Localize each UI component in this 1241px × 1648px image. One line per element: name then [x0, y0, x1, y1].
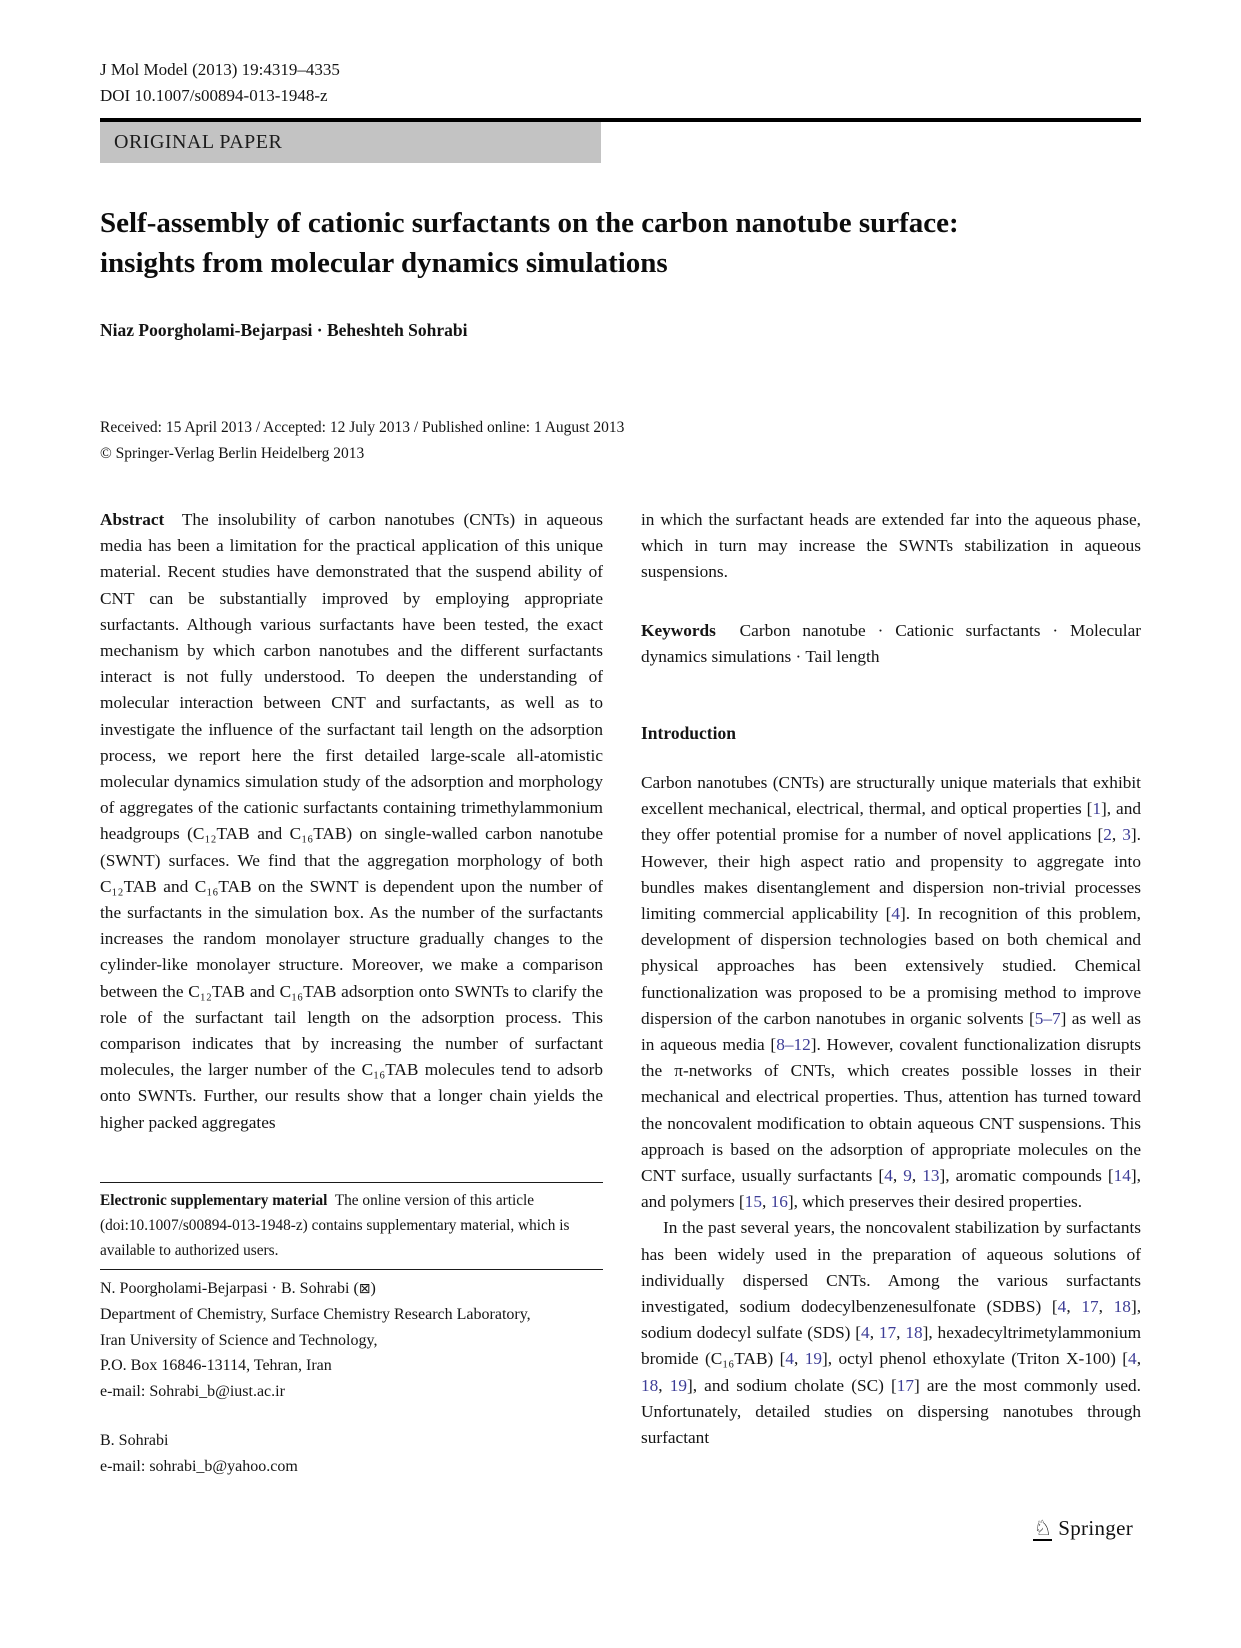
citation-ref[interactable]: 19: [669, 1375, 687, 1395]
paper-title: Self-assembly of cationic surfactants on the carbon nanotube surface: insights from molecular dynamics simulations: [100, 207, 959, 279]
correspondence-block: [100, 1276, 603, 1405]
citation-ref[interactable]: 5–7: [1034, 1008, 1061, 1028]
citation-ref[interactable]: 4: [1128, 1349, 1137, 1369]
keywords-paragraph: [641, 618, 1141, 670]
citation-ref[interactable]: 4: [861, 1323, 870, 1343]
names-text: N. Poorgholami-Bejarpasi · B. Sohrabi (: [100, 1279, 359, 1297]
citation-ref[interactable]: 17: [896, 1375, 914, 1395]
body-text-segment: ], and polymers [: [641, 1166, 1141, 1212]
springer-knight-icon: ♘: [1033, 1516, 1053, 1540]
citation-ref[interactable]: 14: [1113, 1166, 1131, 1186]
body-text-segment: ], octyl phenol ethoxylate (Triton X-100) [: [822, 1349, 1129, 1369]
doi-line: DOI 10.1007/s00894-013-1948-z: [100, 86, 328, 105]
citation-ref[interactable]: 17: [1081, 1297, 1099, 1317]
body-text-segment: ], aromatic compounds [: [939, 1166, 1114, 1186]
esm-note: [100, 1188, 603, 1263]
springer-logo: [1033, 1516, 1133, 1541]
citation-ref[interactable]: 8–12: [776, 1035, 811, 1055]
introduction-paragraph-2: [641, 1215, 1141, 1451]
body-text-segment: ,: [911, 1166, 923, 1186]
article-type-banner: [100, 122, 601, 163]
keywords-label: Keywords: [641, 620, 716, 640]
journal-citation-line: J Mol Model (2013) 19:4319–4335: [100, 60, 340, 79]
esm-label: Electronic supplementary material: [100, 1191, 328, 1209]
citation-ref[interactable]: 18: [641, 1375, 659, 1395]
body-text-segment: ]. However, their high aspect ratio and propensity to aggregate into bundles makes disentanglement and dispersion non-trivial processes limiting commercial applicability [: [641, 825, 1141, 924]
citation-ref[interactable]: 4: [1057, 1297, 1067, 1317]
citation-ref[interactable]: 18: [905, 1323, 923, 1343]
body-text-segment: ]. In recognition of this problem, development of dispersion technologies based on both chemical and physical approaches has been extensively studied. Chemical functionalization was proposed to be a promising method to improve dispersion of the carbon nanotubes in organic solvents [: [641, 904, 1141, 1028]
body-text-segment: ], which preserves their desired properties.: [787, 1192, 1083, 1212]
introduction-paragraph-1: [641, 770, 1141, 1215]
envelope-icon: ⊠: [358, 1280, 371, 1297]
abstract-continuation: in which the surfactant heads are extended far into the aqueous phase, which in turn may increase the SWNTs stabilization in aqueous suspensions.: [641, 510, 1141, 582]
citation-ref[interactable]: 15: [744, 1192, 762, 1212]
citation-ref[interactable]: 4: [891, 904, 900, 924]
citation-ref[interactable]: 17: [878, 1323, 897, 1343]
publication-meta: [100, 415, 624, 466]
body-text-segment: ], and sodium cholate (SC) [: [686, 1375, 897, 1395]
body-text-segment: ,: [892, 1166, 904, 1186]
keywords-text: Carbon nanotube · Cationic surfactants · Molecular dynamics simulations · Tail length: [641, 620, 1142, 666]
footnote-mid-rule: [100, 1269, 603, 1270]
body-text-segment: ,: [1111, 825, 1123, 845]
footnote-top-rule: [100, 1182, 603, 1183]
body-text-segment: ,: [869, 1323, 879, 1343]
citation-ref[interactable]: 18: [1113, 1297, 1131, 1317]
author-names: Niaz Poorgholami-Bejarpasi · Beheshteh Sohrabi: [100, 320, 468, 340]
body-text-segment: ,: [1136, 1349, 1142, 1369]
springer-wordmark: Springer: [1058, 1516, 1133, 1540]
body-text-segment: ,: [1066, 1297, 1082, 1317]
body-text-segment: ,: [1098, 1297, 1114, 1317]
body-text-segment: ] are the most commonly used. Unfortunately, detailed studies on dispersing nanotubes through surfactant: [641, 1375, 1141, 1448]
names-close: ): [370, 1279, 376, 1297]
body-text-segment: ]. However, covalent functionalization disrupts the π-networks of CNTs, which creates possible losses in their mechanical and electrical properties. Thus, attention has turned toward the noncovalent modification to obtain aqueous CNT suspensions. This approach is based on the adsorption of appropriate molecules on the CNT surface, usually surfactants [: [641, 1035, 1141, 1186]
article-type-label: ORIGINAL PAPER: [114, 131, 283, 153]
citation-ref[interactable]: 16: [770, 1192, 788, 1212]
body-text-segment: ], sodium dodecyl sulfate (SDS) [: [641, 1297, 1142, 1343]
footnote-block: [100, 1182, 603, 1480]
email-line-secondary: e-mail: sohrabi_b@yahoo.com: [100, 1457, 298, 1475]
body-text-segment: ,: [896, 1323, 906, 1343]
correspondence-names: [100, 1276, 603, 1303]
abstract-text-col1: The insolubility of carbon nanotubes (CNTs) in aqueous media has been a limitation for the practical application of this unique material. Recent studies have demonstrated that the suspend ability of CNT can be substantially improved by employing appropriate surfactants. Although various surfactants have been tested, the exact mechanism by which carbon nanotubes and the different surfactants interact is not fully understood. To deepen the understanding of molecular interaction between CNT and surfactants, as well as to investigate the influence of the surfactant tail length on the adsorption process, we report here the first detailed large-scale all-atomistic molecular dynamics simulation study of the adsorption and morphology of aggregates of the cationic surfactants containing trimethylammonium headgroups (C₁₂TAB and C₁₆TAB) on single-walled carbon nanotube (SWNT) surfaces. We find that the aggregation morphology of both C₁₂TAB and C₁₆TAB on the SWNT is dependent upon the number of the surfactants in the simulation box. As the number of the surfactants increases the random monolayer structure gradually changes to the cylinder-like monolayer structure. Moreover, we make a comparison between the C₁₂TAB and C₁₆TAB adsorption onto SWNTs to clarify the role of the surfactant tail length on the adsorption process. This comparison indicates that by increasing the number of surfactant molecules, the larger number of the C₁₆TAB molecules tend to adsorb onto SWNTs. Further, our results show that a longer chain yields the higher packed aggregates: [100, 510, 603, 1132]
postal-address-line: P.O. Box 16846-13114, Tehran, Iran: [100, 1357, 332, 1375]
received-accepted-line: Received: 15 April 2013 / Accepted: 12 July 2013 / Published online: 1 August 2013: [100, 419, 625, 436]
body-text-segment: ], hexadecyltrimetylammonium bromide (C₁₆TAB) [: [641, 1323, 1142, 1369]
citation-ref[interactable]: 13: [922, 1166, 940, 1186]
body-text-segment: ,: [658, 1375, 670, 1395]
introduction-heading: Introduction: [641, 723, 736, 744]
department-line: Department of Chemistry, Surface Chemistry Research Laboratory,: [100, 1306, 531, 1324]
left-column: [100, 507, 603, 1479]
citation-ref[interactable]: 19: [804, 1349, 823, 1369]
second-author-name: B. Sohrabi: [100, 1432, 169, 1450]
body-text-segment: ,: [794, 1349, 805, 1369]
citation-ref[interactable]: 3: [1122, 825, 1131, 845]
body-text-segment: In the past several years, the noncovalent stabilization by surfactants has been widely used in the preparation of aqueous solutions of individually dispersed CNTs. Among the various surfactants investigated, sodium dodecylbenzenesulfonate (SDBS) [: [641, 1218, 1141, 1317]
copyright-line: © Springer-Verlag Berlin Heidelberg 2013: [100, 444, 365, 462]
second-author-block: [100, 1428, 603, 1479]
citation-ref[interactable]: 2: [1103, 825, 1112, 845]
abstract-label: Abstract: [100, 510, 165, 529]
citation-ref[interactable]: 1: [1092, 799, 1102, 819]
email-line-primary: e-mail: Sohrabi_b@iust.ac.ir: [100, 1382, 285, 1400]
body-text-segment: ,: [761, 1192, 771, 1212]
citation-ref[interactable]: 9: [903, 1166, 912, 1186]
university-line: Iran University of Science and Technology,: [100, 1331, 378, 1349]
abstract-paragraph: [100, 507, 603, 1136]
body-text-segment: ] as well as in aqueous media [: [641, 1008, 1142, 1055]
right-column: [641, 507, 1141, 1451]
esm-text: The online version of this article (doi:10.1007/s00894-013-1948-z) contains supplementary material, which is available to authorized users.: [100, 1191, 570, 1259]
citation-ref[interactable]: 4: [785, 1349, 795, 1369]
citation-ref[interactable]: 4: [884, 1166, 893, 1186]
body-text-segment: ], and they offer potential promise for a number of novel applications [: [641, 799, 1141, 845]
body-text-segment: Carbon nanotubes (CNTs) are structurally unique materials that exhibit excellent mechanical, electrical, thermal, and optical properties [: [641, 773, 1141, 819]
